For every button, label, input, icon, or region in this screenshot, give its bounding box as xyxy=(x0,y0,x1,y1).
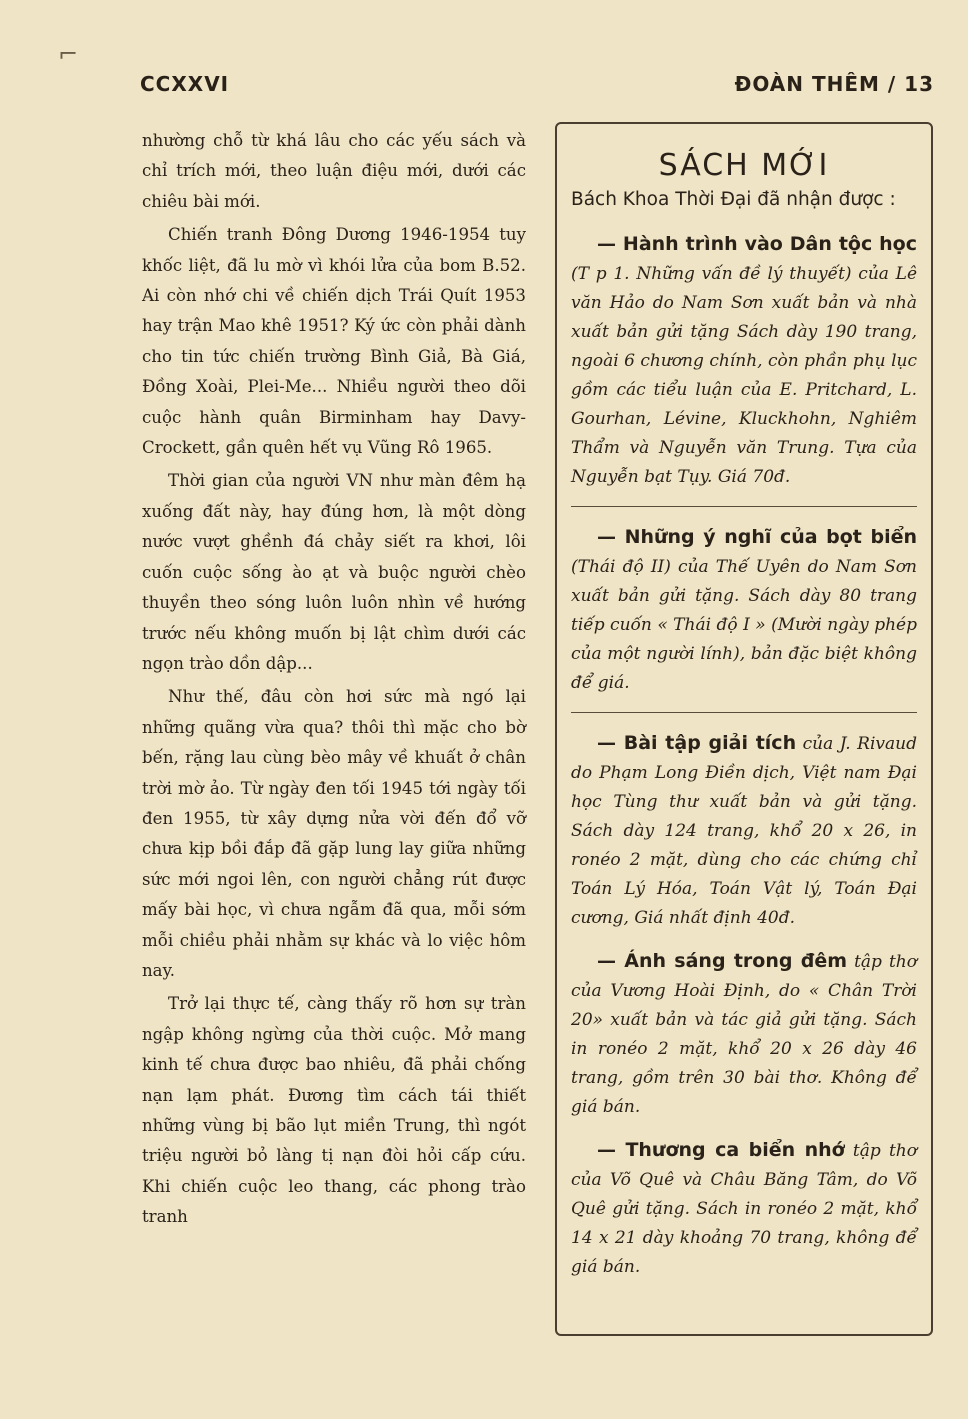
paragraph: Thời gian của người VN như màn đêm hạ xuống đất này, hay đúng hơn, là một dòng nước vượt ghềnh đá chảy siết ra khơi, lôi cuốn cuộc sống ào ạt và buộc người chèo thuyền theo sóng luôn luôn nhìn về hướng trước nếu không muốn bị lật chìm dưới các ngọn trào dồn dập... xyxy=(142,471,526,673)
paragraph: Như thế, đâu còn hơi sức mà ngó lại những quãng vừa qua? thôi thì mặc cho bờ bến, rặng lau cùng bèo mây về khuất ở chân trời mờ ảo. Từ ngày đen tối 1945 tới ngày tối đen 1955, từ xây dựng nửa vời đến đổ vỡ chưa kịp bồi đắp đã gặp lung lay giữa những sức mới ngoi lên, con người chẳng rút được mấy bài học, vì chưa ngẫm đã qua, mỗi sớm mỗi chiều phải nhằm sự khác và lo việc hôm nay. xyxy=(142,687,526,980)
book-entry xyxy=(571,230,917,492)
divider xyxy=(571,506,917,507)
book-description: của J. Rivaud do Phạm Long Điền dịch, Việt nam Đại học Tùng thư xuất bản và gửi tặng. Sách dày 124 trang, khổ 20 x 26, in ronéo 2 mặt, dùng cho các chứng chỉ Toán Lý Hóa, Toán Vật lý, Toán Đại cương, Giá nhất định 40đ. xyxy=(571,734,917,928)
book-title: — Hành trình vào Dân tộc học xyxy=(597,233,917,255)
page-header-left: CCXXVI xyxy=(140,72,230,96)
book-description: (T p 1. Những vấn đề lý thuyết) của Lê văn Hảo do Nam Sơn xuất bản và nhà xuất bản gửi tặng Sách dày 190 trang, ngoài 6 chương chính, còn phần phụ lục gồm các tiểu luận của E. Pritchard, L. Gourhan, Lévine, Kluckhohn, Nghiêm Thẩm và Nguyễn văn Trung. Tựa của Nguyễn bạt Tụy. Giá 70đ. xyxy=(571,264,917,487)
book-entry xyxy=(571,947,917,1122)
book-entry xyxy=(571,523,917,698)
paragraph: nhường chỗ từ khá lâu cho các yếu sách và chỉ trích mới, theo luận điệu mới, dưới các chiêu bài mới. xyxy=(142,131,526,211)
book-title: — Thương ca biển nhớ xyxy=(597,1139,845,1161)
box-subtitle: Bách Khoa Thời Đại đã nhận được : xyxy=(571,189,896,210)
book-description: tập thơ của Vương Hoài Định, do « Chân Trời 20» xuất bản và tác giả gửi tặng. Sách in ronéo 2 mặt, khổ 20 x 26 dày 46 trang, gồm trên 30 bài thơ. Không để giá bán. xyxy=(571,952,917,1117)
paragraph: Chiến tranh Đông Dương 1946-1954 tuy khốc liệt, đã lu mờ vì khói lửa của bom B.52. Ai còn nhớ chi về chiến dịch Trái Quít 1953 hay trận Mao khê 1951? Ký ức còn phải dành cho tin tức chiến trường Bình Giả, Bà Giá, Đồng Xoài, Plei-Me... Nhiều người theo dõi cuộc hành quân Birminham hay Davy-Crockett, gần quên hết vụ Vũng Rô 1965. xyxy=(142,225,526,458)
divider xyxy=(571,712,917,713)
book-title: — Bài tập giải tích xyxy=(597,732,797,754)
book-entry xyxy=(571,729,917,933)
book-description: (Thái độ II) của Thế Uyên do Nam Sơn xuất bản gửi tặng. Sách dày 80 trang tiếp cuốn « Thái độ I » (Mười ngày phép của một người lính), bản đặc biệt không để giá. xyxy=(571,557,917,693)
page-header-right: ĐOÀN THÊM / 13 xyxy=(734,72,934,96)
new-books-box xyxy=(555,122,933,1336)
paragraph: Trở lại thực tế, càng thấy rõ hơn sự tràn ngập không ngừng của thời cuộc. Mở mang kinh tế chưa được bao nhiêu, đã phải chống nạn lạm phát. Đương tìm cách tái thiết những vùng bị bão lụt miền Trung, thì ngót triệu người bỏ làng tị nạn đòi hỏi cấp cứu. Khi chiến cuộc leo thang, các phong trào tranh xyxy=(142,994,526,1227)
book-entry xyxy=(571,1136,917,1282)
book-title: — Những ý nghĩ của bọt biển xyxy=(597,526,917,548)
margin-mark: ⌐ xyxy=(58,40,79,68)
article-column xyxy=(142,126,526,1236)
book-title: — Ánh sáng trong đêm xyxy=(597,950,848,972)
box-title: SÁCH MỚI xyxy=(658,148,830,183)
book-description: tập thơ của Võ Quê và Châu Băng Tâm, do Võ Quê gửi tặng. Sách in ronéo 2 mặt, khổ 14 x 21 dày khoảng 70 trang, không để giá bán. xyxy=(571,1141,917,1277)
